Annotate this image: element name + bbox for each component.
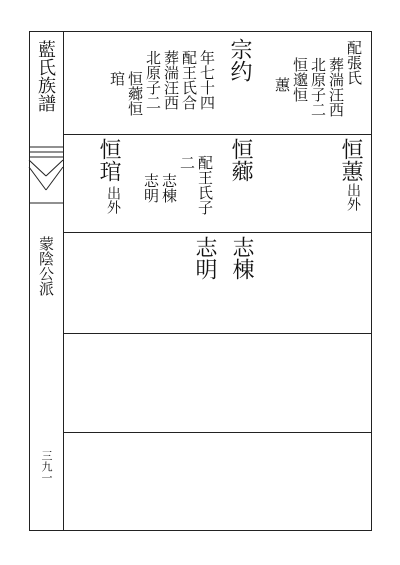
ancestor-note-col2: 配王氏合 [180,50,198,110]
son3-name: 恒琯 [96,138,121,182]
son1-note: 出外 [345,183,361,211]
son2-note-child1: 志棟 [160,173,178,203]
book-title: 藍氏族譜 [35,40,56,112]
ancestor-name: 宗约 [227,38,252,82]
son1-name: 恒蕙 [338,138,363,182]
right-note-col1: 配張氏 [345,40,363,85]
son2-name: 恒薌 [228,138,253,182]
ancestor-note-col6: 琯 [108,71,126,86]
ancestor-note-col5: 恒薌恒 [126,71,144,116]
right-note-col5: 蕙 [273,77,291,92]
grandson2-name: 志明 [192,236,217,280]
right-note-col2: 葬湍汪西 [327,57,345,117]
son3-note: 出外 [105,186,121,214]
son2-note-col2: 二 [178,155,196,170]
son2-note-col1: 配王氏子 [196,155,214,215]
grandson1-name: 志棟 [229,236,254,280]
ancestor-note-col4: 北原子二 [144,50,162,110]
ancestor-note-col1: 年七十四 [198,50,216,110]
son2-note-child2: 志明 [142,173,160,203]
ancestor-note-col3: 葬湍汪西 [162,50,180,110]
section-name: 蒙陰公派 [37,236,55,296]
right-note-col4: 恒邈恒 [291,57,309,102]
right-note-col3: 北原子二 [309,57,327,117]
page-number: 三九一 [40,450,53,483]
